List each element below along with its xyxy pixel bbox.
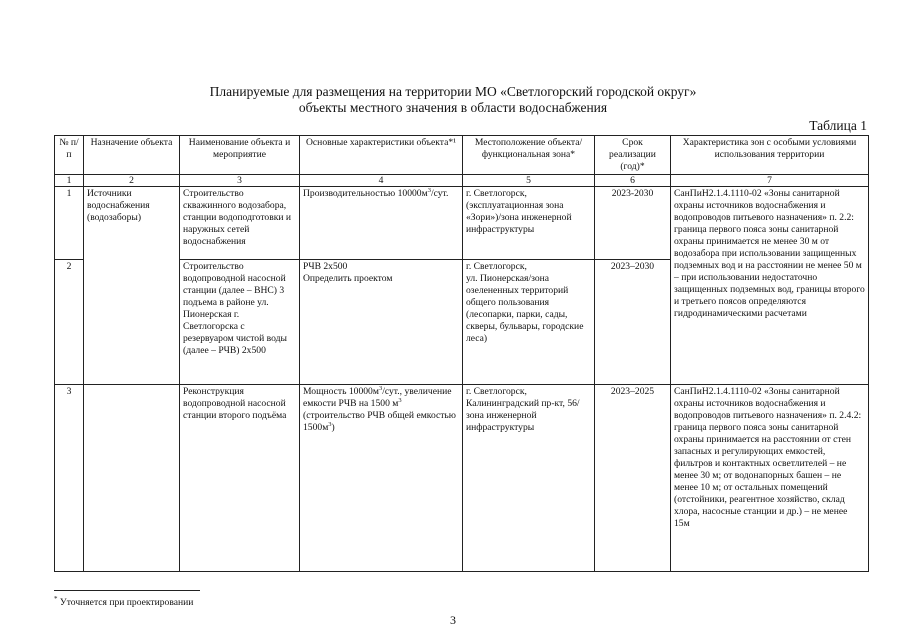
col-number: 5 xyxy=(463,175,595,187)
row-term: 2023–2030 xyxy=(595,260,671,385)
table-row xyxy=(55,385,869,572)
row-zones: СанПиН2.1.4.1110-02 «Зоны санитарной охраны источников водоснабжения и водопроводов питьевого назначения» п. 2.4.2: граница первого пояса зоны санитарной охраны принимается на расстоянии от стен запасных и регулирующих емкостей, фильтров и контактных осветлителей – не менее 30 м; от водонапорных башен – не менее 10 м; от остальных помещений (отстойники, реагентное хозяйство, склад хлора, насосные станции и др.) – не менее 15м xyxy=(671,385,869,572)
header-location: Местоположение объекта/функциональная зона* xyxy=(463,136,595,175)
row-term: 2023–2025 xyxy=(595,385,671,572)
header-purpose: Назначение объекта xyxy=(84,136,180,175)
col-number: 4 xyxy=(300,175,463,187)
col-number: 2 xyxy=(84,175,180,187)
title-line-1: Планируемые для размещения на территории МО «Светлогорский городской округ» xyxy=(209,84,697,99)
column-number-row xyxy=(55,175,869,187)
row-location: г. Светлогорск, ул. Пионерская/зона озелененных территорий общего пользования (лесопарки, парки, сады, скверы, бульвары, городские леса) xyxy=(463,260,595,385)
row-num: 2 xyxy=(55,260,84,385)
col-number: 3 xyxy=(180,175,300,187)
row-characteristics xyxy=(300,187,463,260)
col-number: 1 xyxy=(55,175,84,187)
row-term: 2023-2030 xyxy=(595,187,671,260)
table-row xyxy=(55,187,869,260)
characteristics-text: Мощность $10000м^3$/сут., увеличение емкости РЧВ на 1500 $м^3$ (строительство РЧВ общей емкостью $1500м^3$) xyxy=(303,384,456,433)
header-zones: Характеристика зон с особыми условиями использования территории xyxy=(671,136,869,175)
row-num: 3 xyxy=(55,385,84,572)
row-purpose-empty xyxy=(84,385,180,572)
row-characteristics: РЧВ 2х500 Определить проектом xyxy=(300,260,463,385)
title-line-2: объекты местного значения в области водоснабжения xyxy=(298,100,608,115)
footnote-mark: * xyxy=(54,594,58,603)
row-name: Реконструкция водопроводной насосной станции второго подъёма xyxy=(180,385,300,572)
header-row xyxy=(55,136,869,175)
header-name: Наименование объекта и мероприятие xyxy=(180,136,300,175)
header-num: № п/п xyxy=(55,136,84,175)
header-term: Срок реализации (год)* xyxy=(595,136,671,175)
footnote xyxy=(54,594,194,608)
row-name: Строительство скважинного водозабора, станции водоподготовки и наружных сетей водоснабжения xyxy=(180,187,300,260)
characteristics-text: Производительностью $10000м^3$/сут. xyxy=(303,186,449,199)
footnote-text: Уточняется при проектировании xyxy=(59,597,194,608)
table-label: Таблица 1 xyxy=(809,118,867,133)
water-supply-table xyxy=(54,135,869,572)
document-title xyxy=(0,84,906,116)
col-number: 6 xyxy=(595,175,671,187)
row-purpose: Источники водоснабжения (водозаборы) xyxy=(84,187,180,385)
col-number: 7 xyxy=(671,175,869,187)
row-name: Строительство водопроводной насосной станции (далее – ВНС) 3 подъема в районе ул. Пионерская г. Светлогорска с резервуаром чистой воды (далее – РЧВ) 2х500 xyxy=(180,260,300,385)
footnote-divider xyxy=(54,590,200,591)
row-location: г. Светлогорск, (эксплуатационная зона «Зори»)/зона инженерной инфраструктуры xyxy=(463,187,595,260)
row-characteristics xyxy=(300,385,463,572)
row-num: 1 xyxy=(55,187,84,260)
row-location: г. Светлогорск, Калининградский пр-кт, 56/зона инженерной инфраструктуры xyxy=(463,385,595,572)
page-number: 3 xyxy=(450,613,456,627)
header-characteristics: Основные характеристики объекта*¹ xyxy=(300,136,463,175)
row-zones: СанПиН2.1.4.1110-02 «Зоны санитарной охраны источников водоснабжения и водопроводов питьевого назначения» п. 2.2: граница первого пояса зоны санитарной охраны принимается не менее 30 м от водозабора при использовании защищенных подземных вод и на расстоянии не менее 50 м – при использовании недостаточно защищенных подземных вод, границы второго и третьего поясов определяются гидродинамическими расчетами xyxy=(671,187,869,385)
